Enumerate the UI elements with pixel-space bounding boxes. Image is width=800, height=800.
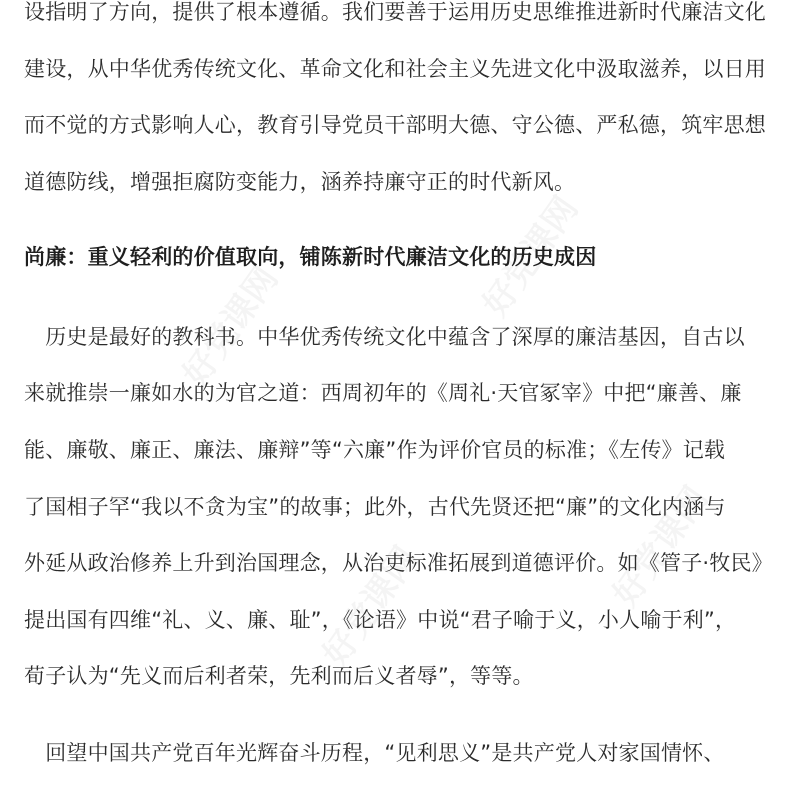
paragraph-line: 能、廉敬、廉正、廉法、廉辩”等“六廉”作为评价官员的标准；《左传》记载	[24, 438, 726, 462]
paragraph-line: 历史是最好的教科书。中华优秀传统文化中蕴含了深厚的廉洁基因，自古以	[24, 325, 745, 349]
section-heading: 尚廉：重义轻利的价值取向，铺陈新时代廉洁文化的历史成因	[24, 245, 597, 269]
paragraph-line: 建设，从中华优秀传统文化、革命文化和社会主义先进文化中汲取滋养，以日用	[24, 57, 766, 81]
paragraph-line: 提出国有四维“礼、义、廉、耻”，《论语》中说“君子喻于义，小人喻于利”，	[24, 608, 737, 632]
paragraph-line: 来就推崇一廉如水的为官之道：西周初年的《周礼·天官冢宰》中把“廉善、廉	[24, 381, 742, 405]
paragraph-line: 外延从政治修养上升到治国理念，从治吏标准拓展到道德评价。如《管子·牧民》	[24, 551, 773, 575]
paragraph-line: 了国相子罕“我以不贪为宝”的故事；此外，古代先贤还把“廉”的文化内涵与	[24, 495, 726, 519]
paragraph-line: 而不觉的方式影响人心，教育引导党员干部明大德、守公德、严私德，筑牢思想	[24, 113, 766, 137]
paragraph-line: 回望中国共产党百年光辉奋斗历程，“见利思义”是共产党人对家国情怀、	[24, 741, 725, 765]
paragraph-line: 道德防线，增强拒腐防变能力，涵养持廉守正的时代新风。	[24, 170, 576, 194]
paragraph-line: 设指明了方向，提供了根本遵循。我们要善于运用历史思维推进新时代廉洁文化	[24, 0, 766, 24]
paragraph-line: 荀子认为“先义而后利者荣，先利而后义者辱”，等等。	[24, 664, 534, 688]
